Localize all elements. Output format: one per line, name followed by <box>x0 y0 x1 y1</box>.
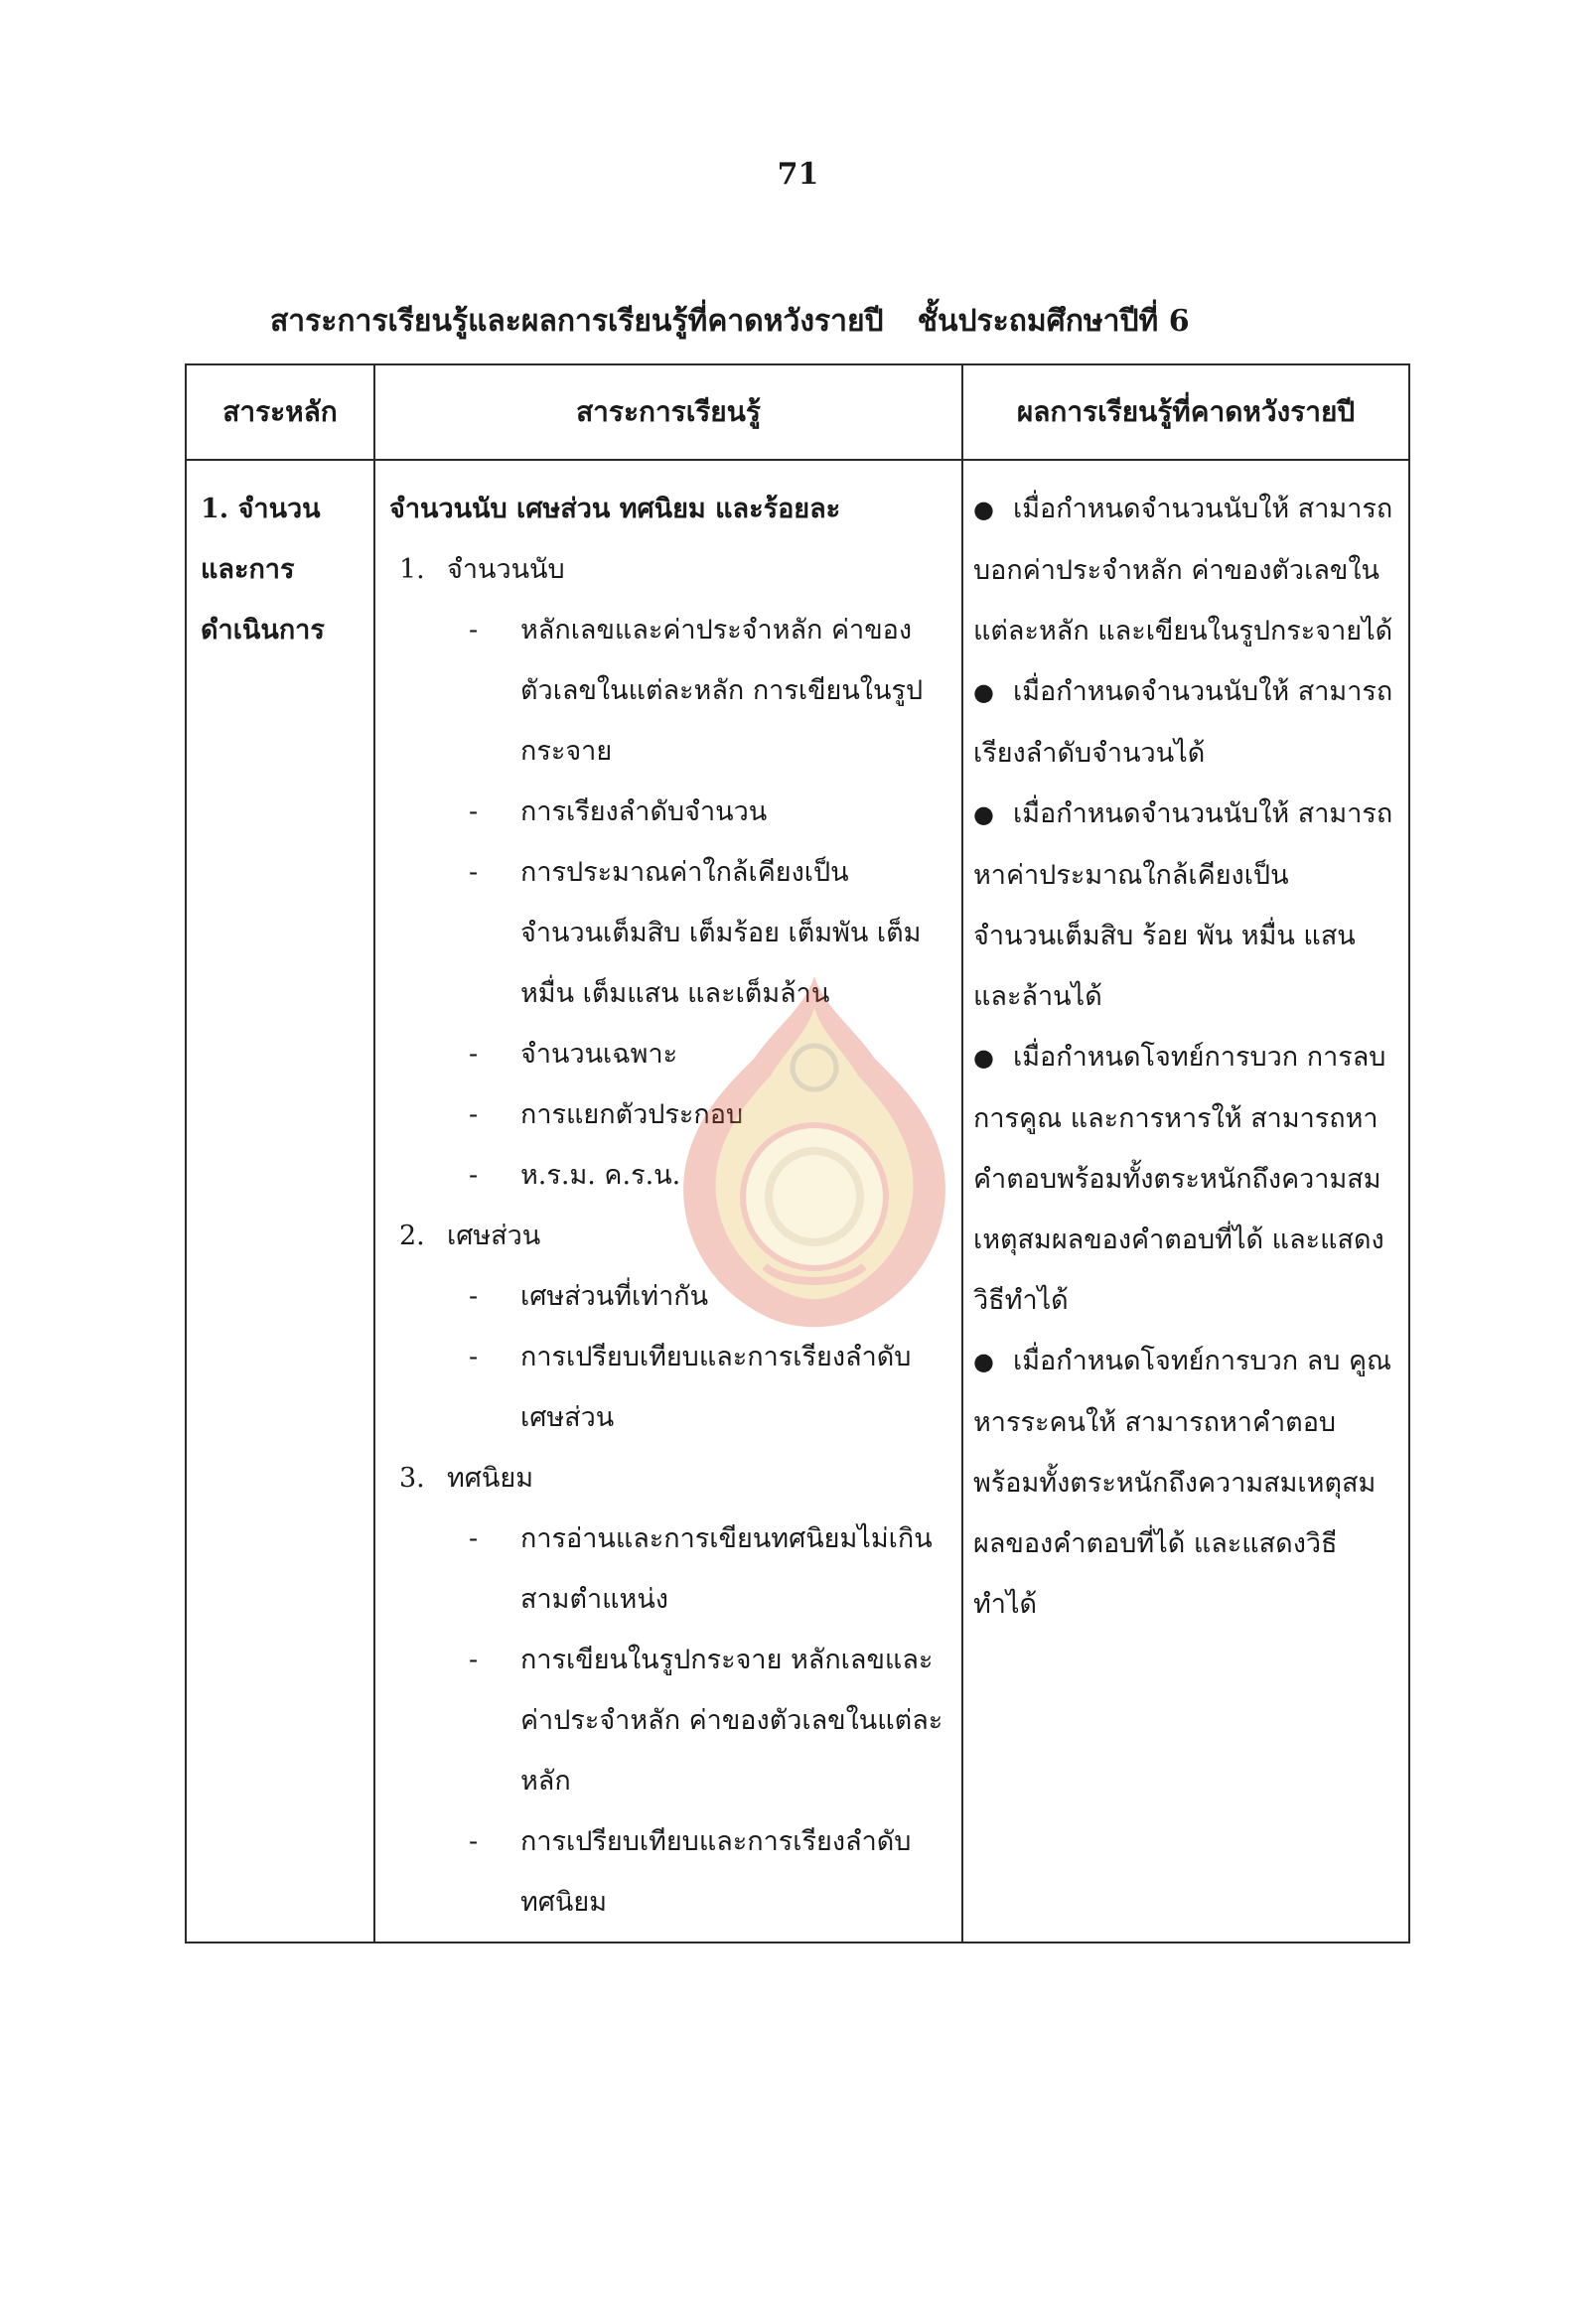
content-sub-item <box>389 1084 951 1145</box>
curriculum-table <box>185 363 1410 1943</box>
outcome-text: เมื่อกำหนดจำนวนนับให้ สามารถเรียงลำดับจำนวนได้ <box>973 676 1393 769</box>
header-expected-outcomes: ผลการเรียนรู้ที่คาดหวังรายปี <box>962 364 1409 460</box>
outcome-item <box>973 479 1398 661</box>
sub-item-text: หลักเลขและค่าประจำหลัก ค่าของตัวเลขในแต่ละหลัก การเขียนในรูปกระจาย <box>520 615 924 767</box>
outcome-text: เมื่อกำหนดจำนวนนับให้ สามารถบอกค่าประจำหลัก ค่าของตัวเลขในแต่ละหลัก และเขียนในรูปกระจายได้ <box>973 494 1393 647</box>
table-header-row <box>186 364 1409 460</box>
main-topic-cell <box>186 460 374 1943</box>
content-sub-item <box>389 1630 951 1811</box>
content-sections <box>389 539 951 1933</box>
outcome-list <box>973 479 1398 1635</box>
learning-content-cell <box>374 460 962 1943</box>
sub-item-text: การเรียงลำดับจำนวน <box>520 796 768 827</box>
dash-bullet: - <box>469 1826 479 1857</box>
bullet-icon: ● <box>973 678 994 706</box>
content-sub-item <box>389 600 951 782</box>
dash-bullet: - <box>469 1039 479 1070</box>
sub-item-text: การประมาณค่าใกล้เคียงเป็นจำนวนเต็มสิบ เต็มร้อย เต็มพัน เต็มหมื่น เต็มแสน และเต็มล้าน <box>520 857 922 1009</box>
bullet-icon: ● <box>973 800 994 828</box>
section-title-text: เศษส่วน <box>447 1221 541 1251</box>
content-heading: จำนวนนับ เศษส่วน ทศนิยม และร้อยละ <box>389 494 841 524</box>
outcome-item <box>973 1027 1398 1331</box>
sub-item-text: การแยกตัวประกอบ <box>520 1099 744 1130</box>
outcome-text: เมื่อกำหนดจำนวนนับให้ สามารถหาค่าประมาณใกล้เคียงเป็นจำนวนเต็มสิบ ร้อย พัน หมื่น แสน และล้านได้ <box>973 798 1393 1012</box>
main-topic-line: 1. จำนวน <box>201 494 321 524</box>
page-number: 71 <box>777 157 819 192</box>
dash-bullet: - <box>469 1342 479 1372</box>
content-sub-item <box>389 1327 951 1448</box>
dash-bullet: - <box>469 1645 479 1675</box>
content-section-title <box>389 1448 951 1509</box>
content-sub-item <box>389 1145 951 1206</box>
sub-item-text: การเขียนในรูปกระจาย หลักเลขและค่าประจำหลัก ค่าของตัวเลขในแต่ละหลัก <box>520 1645 943 1797</box>
content-sub-item <box>389 782 951 842</box>
sub-item-text: การเปรียบเทียบและการเรียงลำดับทศนิยม <box>520 1826 912 1918</box>
dash-bullet: - <box>469 615 479 646</box>
sub-item-text: การอ่านและการเขียนทศนิยมไม่เกินสามตำแหน่ง <box>520 1523 933 1615</box>
content-sub-item <box>389 1509 951 1630</box>
sub-item-text: จำนวนเฉพาะ <box>520 1039 678 1070</box>
content-sub-item <box>389 1266 951 1327</box>
dash-bullet: - <box>469 1523 479 1554</box>
content-sub-item <box>389 1024 951 1084</box>
content-section-title <box>389 1206 951 1266</box>
table-row <box>186 460 1409 1943</box>
dash-bullet: - <box>469 1099 479 1130</box>
title-grade: ชั้นประถมศึกษาปีที่ 6 <box>917 304 1190 339</box>
dash-bullet: - <box>469 796 479 827</box>
dash-bullet: - <box>469 1281 479 1312</box>
outcome-item <box>973 784 1398 1027</box>
section-number: 2. <box>399 1221 425 1251</box>
header-main-topic: สาระหลัก <box>186 364 374 460</box>
bullet-icon: ● <box>973 496 994 523</box>
dash-bullet: - <box>469 1160 479 1191</box>
content-section-title <box>389 539 951 600</box>
section-number: 3. <box>399 1463 425 1494</box>
outcome-item <box>973 661 1398 784</box>
section-title-text: จำนวนนับ <box>447 554 565 585</box>
section-title-text: ทศนิยม <box>447 1463 534 1494</box>
outcome-text: เมื่อกำหนดโจทย์การบวก การลบ การคูณ และการหารให้ สามารถหาคำตอบพร้อมทั้งตระหนักถึงความสมเหตุสมผลของคำตอบที่ได้ และแสดงวิธีทำได้ <box>973 1042 1386 1316</box>
outcome-item <box>973 1331 1398 1635</box>
expected-outcomes-cell <box>962 460 1409 1943</box>
section-number: 1. <box>399 554 425 585</box>
sub-item-text: การเปรียบเทียบและการเรียงลำดับเศษส่วน <box>520 1342 912 1433</box>
title-main: สาระการเรียนรู้และผลการเรียนรู้ที่คาดหวังรายปี <box>270 304 884 339</box>
bullet-icon: ● <box>973 1348 994 1375</box>
header-learning-content: สาระการเรียนรู้ <box>374 364 962 460</box>
document-title <box>270 298 1190 345</box>
content-sub-item <box>389 1811 951 1933</box>
sub-item-text: ห.ร.ม. ค.ร.น. <box>520 1160 681 1191</box>
dash-bullet: - <box>469 857 479 888</box>
main-topic-line: ดำเนินการ <box>201 615 325 646</box>
bullet-icon: ● <box>973 1044 994 1072</box>
content-sub-item <box>389 842 951 1024</box>
main-topic-line: และการ <box>201 554 295 585</box>
sub-item-text: เศษส่วนที่เท่ากัน <box>520 1281 709 1312</box>
outcome-text: เมื่อกำหนดโจทย์การบวก ลบ คูณ หารระคนให้ สามารถหาคำตอบพร้อมทั้งตระหนักถึงความสมเหตุสมผลของคำตอบที่ได้ และแสดงวิธีทำได้ <box>973 1346 1392 1620</box>
